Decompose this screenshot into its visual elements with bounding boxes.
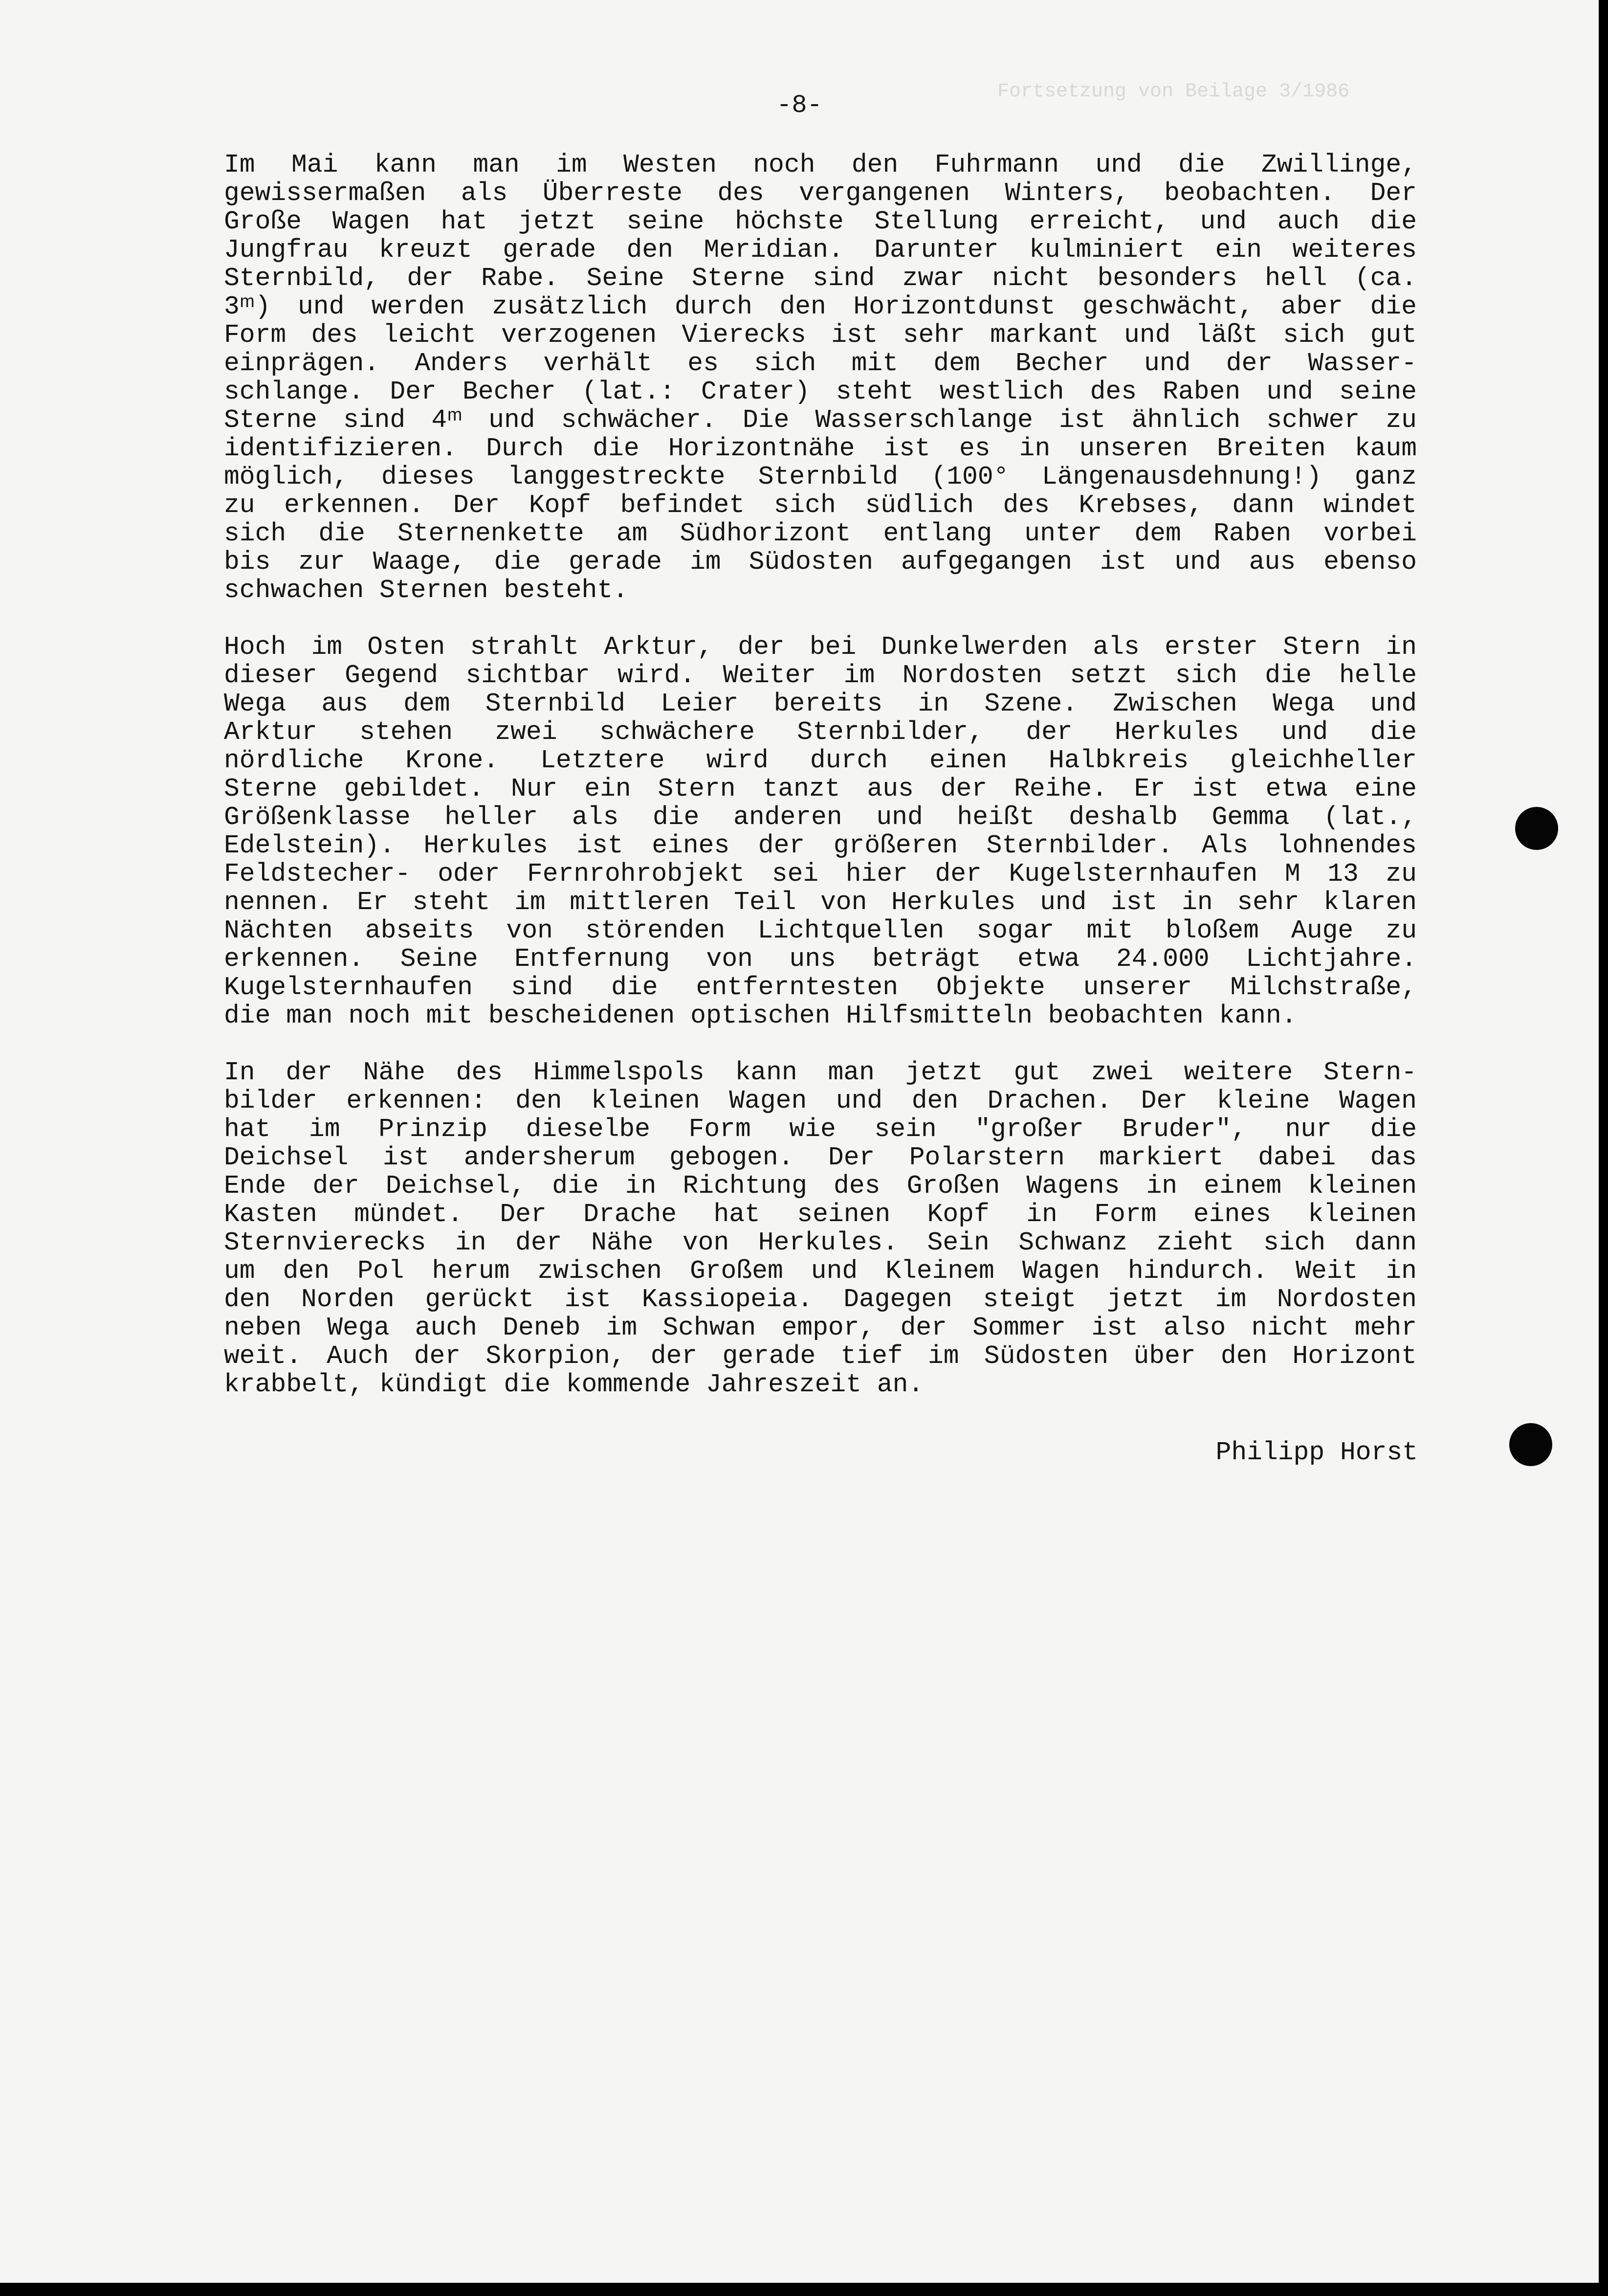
page-number: -8- [776, 91, 822, 120]
punch-hole [1515, 807, 1558, 850]
text-line: Deichsel ist andersherum gebogen. Der Polarstern markiert dabei das [224, 1143, 1417, 1172]
text-line: bis zur Waage, die gerade im Südosten aufgegangen ist und aus ebenso [224, 548, 1417, 576]
bleed-through-text: Fortsetzung von Beilage 3/1986 [997, 81, 1350, 103]
article-body [224, 151, 1417, 1427]
text-line: Große Wagen hat jetzt seine höchste Stellung erreicht, und auch die [224, 207, 1417, 236]
text-line: neben Wega auch Deneb im Schwan empor, der Sommer ist also nicht mehr [224, 1314, 1417, 1342]
text-line: Wega aus dem Sternbild Leier bereits in Szene. Zwischen Wega und [224, 690, 1417, 718]
paragraph [224, 1058, 1417, 1399]
text-line: bilder erkennen: den kleinen Wagen und den Drachen. Der kleine Wagen [224, 1087, 1417, 1115]
text-line: nördliche Krone. Letztere wird durch einen Halbkreis gleichheller [224, 746, 1417, 775]
text-line: Form des leicht verzogenen Vierecks ist sehr markant und läßt sich gut [224, 321, 1417, 349]
text-line: Sternbild, der Rabe. Seine Sterne sind zwar nicht besonders hell (ca. [224, 264, 1417, 292]
paragraph [224, 633, 1417, 1030]
text-line: möglich, dieses langgestreckte Sternbild (100° Längenausdehnung!) ganz [224, 463, 1417, 491]
text-line: weit. Auch der Skorpion, der gerade tief im Südosten über den Horizont [224, 1342, 1417, 1370]
text-line: Arktur stehen zwei schwächere Sternbilder, der Herkules und die [224, 718, 1417, 746]
text-line: den Norden gerückt ist Kassiopeia. Dagegen steigt jetzt im Nordosten [224, 1285, 1417, 1314]
text-line: Edelstein). Herkules ist eines der größeren Sternbilder. Als lohnendes [224, 831, 1417, 860]
text-line: Sterne sind 4ᵐ und schwächer. Die Wasserschlange ist ähnlich schwer zu [224, 406, 1417, 434]
text-line: Jungfrau kreuzt gerade den Meridian. Darunter kulminiert ein weiteres [224, 236, 1417, 264]
text-line: die man noch mit bescheidenen optischen Hilfsmitteln beobachten kann. [224, 1002, 1297, 1030]
text-line: gewissermaßen als Überreste des vergangenen Winters, beobachten. Der [224, 179, 1417, 207]
punch-hole [1509, 1423, 1552, 1466]
text-line: zu erkennen. Der Kopf befindet sich südlich des Krebses, dann windet [224, 491, 1417, 519]
text-line: um den Pol herum zwischen Großem und Kleinem Wagen hindurch. Weit in [224, 1257, 1417, 1285]
text-line: Feldstecher- oder Fernrohrobjekt sei hier der Kugelsternhaufen M 13 zu [224, 860, 1417, 888]
text-line: Kugelsternhaufen sind die entferntesten Objekte unserer Milchstraße, [224, 973, 1417, 1002]
text-line: Kasten mündet. Der Drache hat seinen Kopf in Form eines kleinen [224, 1200, 1417, 1228]
text-line: sich die Sternenkette am Südhorizont entlang unter dem Raben vorbei [224, 519, 1417, 548]
text-line: Größenklasse heller als die anderen und heißt deshalb Gemma (lat., [224, 803, 1417, 831]
text-line: einprägen. Anders verhält es sich mit dem Becher und der Wasser- [224, 349, 1417, 378]
text-line: erkennen. Seine Entfernung von uns beträgt etwa 24.000 Lichtjahre. [224, 945, 1417, 973]
text-line: Nächten abseits von störenden Lichtquellen sogar mit bloßem Auge zu [224, 916, 1417, 945]
author-signature: Philipp Horst [1215, 1438, 1418, 1467]
paragraph [224, 151, 1417, 604]
text-line: krabbelt, kündigt die kommende Jahreszeit an. [224, 1370, 924, 1399]
text-line: Sterne gebildet. Nur ein Stern tanzt aus der Reihe. Er ist etwa eine [224, 775, 1417, 803]
text-line: In der Nähe des Himmelspols kann man jetzt gut zwei weitere Stern- [224, 1058, 1417, 1087]
text-line: schwachen Sternen besteht. [224, 576, 628, 604]
text-line: Im Mai kann man im Westen noch den Fuhrmann und die Zwillinge, [224, 151, 1417, 179]
text-line: nennen. Er steht im mittleren Teil von Herkules und ist in sehr klaren [224, 888, 1417, 916]
text-line: schlange. Der Becher (lat.: Crater) steht westlich des Raben und seine [224, 378, 1417, 406]
text-line: 3ᵐ) und werden zusätzlich durch den Horizontdunst geschwächt, aber die [224, 292, 1417, 321]
text-line: dieser Gegend sichtbar wird. Weiter im Nordosten setzt sich die helle [224, 661, 1417, 690]
text-line: Sternvierecks in der Nähe von Herkules. Sein Schwanz zieht sich dann [224, 1228, 1417, 1257]
text-line: Ende der Deichsel, die in Richtung des Großen Wagens in einem kleinen [224, 1172, 1417, 1200]
text-line: Hoch im Osten strahlt Arktur, der bei Dunkelwerden als erster Stern in [224, 633, 1417, 661]
text-line: identifizieren. Durch die Horizontnähe ist es in unseren Breiten kaum [224, 434, 1417, 463]
text-line: hat im Prinzip dieselbe Form wie sein "großer Bruder", nur die [224, 1115, 1417, 1143]
